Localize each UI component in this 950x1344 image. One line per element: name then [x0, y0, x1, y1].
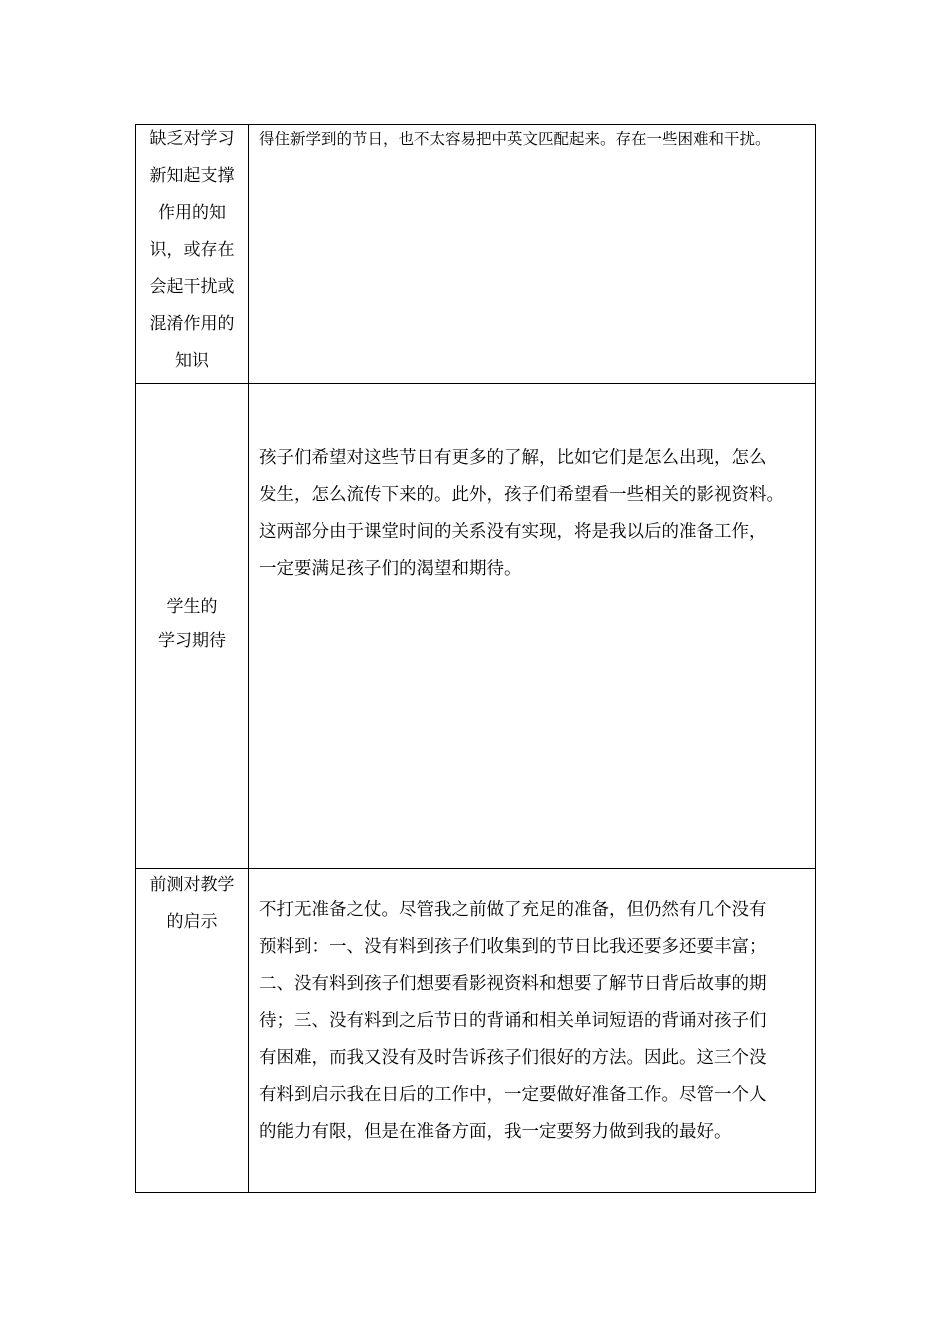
row-label-cell: [136, 125, 249, 384]
document-table: [135, 124, 816, 1193]
content-line: 得住新学到的节日，也不太容易把中英文匹配起来。存在一些困难和干扰。: [259, 130, 771, 148]
content-line: 这两部分由于课堂时间的关系没有实现，将是我以后的准备工作，: [259, 522, 767, 542]
row-content-cell: [249, 384, 816, 869]
content-line: 预料到：一、没有料到孩子们收集到的节日比我还要多还要丰富；: [259, 937, 767, 957]
label-line: 前测对教学: [149, 875, 235, 895]
content-line: 发生，怎么流传下来的。此外，孩子们希望看一些相关的影视资料。: [259, 485, 784, 505]
row-content: [259, 126, 805, 152]
row-label-cell: [136, 869, 249, 1193]
label-line: 缺乏对学习: [149, 129, 235, 149]
table-row-knowledge: [136, 125, 816, 384]
content-line: 一定要满足孩子们的渴望和期待。: [259, 559, 522, 579]
label-line: 知识: [175, 351, 209, 371]
content-line: 的能力有限，但是在准备方面，我一定要努力做到我的最好。: [259, 1122, 732, 1142]
label-line: 学生的: [166, 597, 218, 617]
row-content: [259, 892, 805, 1151]
content-line: 二、没有料到孩子们想要看影视资料和想要了解节日背后故事的期: [259, 974, 767, 994]
label-line: 的启示: [166, 912, 218, 932]
label-line: 新知起支撑: [149, 166, 235, 186]
row-label: [136, 121, 248, 380]
label-line: 会起干扰或: [149, 277, 235, 297]
content-line: 不打无准备之仗。尽管我之前做了充足的准备，但仍然有几个没有: [259, 900, 767, 920]
row-content-cell: [249, 125, 816, 384]
row-label: [136, 384, 248, 658]
row-content-cell: [249, 869, 816, 1193]
label-line: 作用的知: [158, 203, 226, 223]
label-line: 混淆作用的: [149, 314, 235, 334]
content-line: 孩子们希望对这些节日有更多的了解，比如它们是怎么出现，怎么: [259, 448, 767, 468]
row-label: [136, 867, 248, 941]
row-content: [259, 440, 805, 588]
row-label-cell: [136, 384, 249, 869]
label-line: 识，或存在: [149, 240, 235, 260]
label-line: 学习期待: [158, 631, 226, 651]
content-line: 有料到启示我在日后的工作中，一定要做好准备工作。尽管一个人: [259, 1085, 767, 1105]
content-line: 有困难，而我又没有及时告诉孩子们很好的方法。因此。这三个没: [259, 1048, 767, 1068]
table-row-implications: [136, 869, 816, 1193]
table-row-expectations: [136, 384, 816, 869]
content-line: 待；三、没有料到之后节日的背诵和相关单词短语的背诵对孩子们: [259, 1011, 767, 1031]
